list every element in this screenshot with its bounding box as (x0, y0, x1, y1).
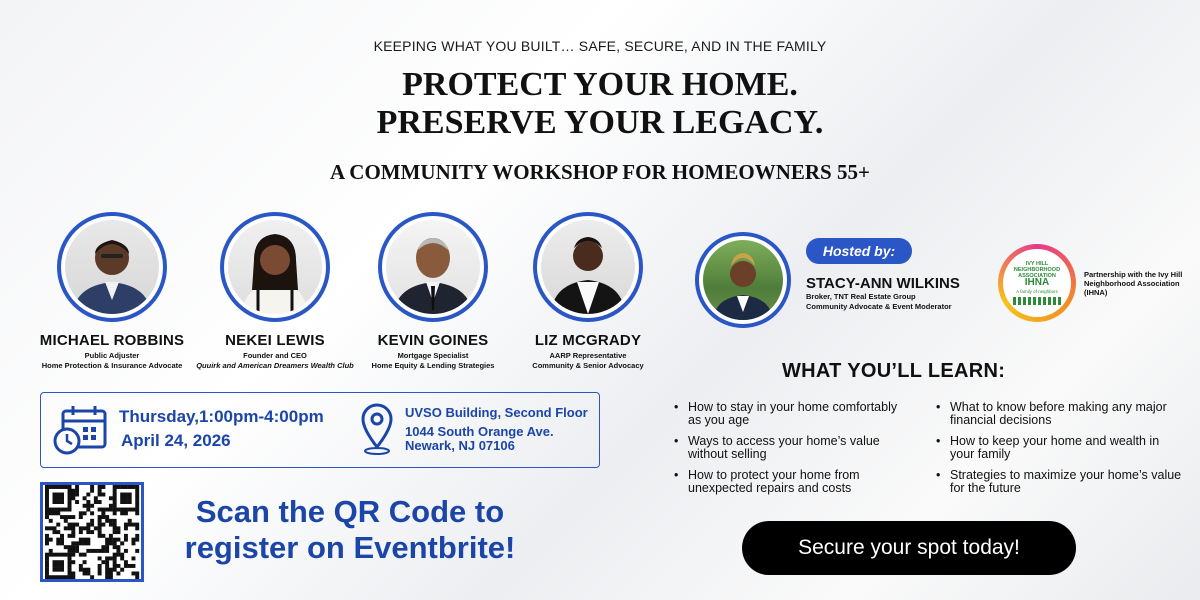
speaker-role (190, 351, 360, 371)
event-date-time: Thursday,1:00pm-4:00pm (119, 407, 324, 426)
speaker-role-line: Community & Senior Advocacy (532, 361, 644, 370)
host-role-line: Broker, TNT Real Estate Group (806, 292, 916, 301)
learn-item: • How to stay in your home comfortably as you age (672, 401, 912, 427)
person-avatar-icon (65, 220, 159, 314)
event-address-line-1: 1044 South Orange Ave. (405, 424, 554, 439)
subtitle: A COMMUNITY WORKSHOP FOR HOMEOWNERS 55+ (330, 160, 870, 184)
ihna-logo-tagline: A family of neighbors (1016, 289, 1058, 294)
register-line-2: register on Eventbrite! (184, 530, 516, 565)
speaker-role-line: Home Equity & Lending Strategies (371, 361, 495, 370)
event-info-box (40, 392, 600, 468)
event-date: April 24, 2026 (121, 431, 231, 450)
calendar-icon (53, 403, 109, 457)
people-row-icon (1013, 297, 1061, 305)
speaker-name: LIZ MCGRADY (534, 332, 642, 349)
hosted-by-badge: Hosted by: (806, 238, 912, 264)
person-avatar-icon (541, 220, 635, 314)
event-address-line-2: Newark, NJ 07106 (405, 438, 515, 453)
speaker-role (27, 351, 197, 371)
speaker-role (503, 351, 673, 371)
host-photo (695, 232, 791, 328)
host-role (806, 292, 952, 312)
learn-list-right (934, 401, 1184, 503)
speaker-name: KEVIN GOINES (377, 332, 489, 349)
host-role-line: Community Advocate & Event Moderator (806, 302, 952, 311)
speaker-role-line: Quuirk and American Dreamers Wealth Club (196, 361, 354, 370)
speaker-photo (533, 212, 643, 322)
speaker-card (348, 212, 518, 371)
title-line-1: PROTECT YOUR HOME. (402, 66, 798, 103)
partnership-text: Partnership with the Ivy Hill Neighborhood Association (IHNA) (1084, 270, 1183, 297)
speaker-card (190, 212, 360, 371)
learn-list-left (672, 401, 912, 503)
speaker-role-line: Founder and CEO (243, 351, 307, 360)
speaker-photo (220, 212, 330, 322)
secure-spot-button[interactable]: Secure your spot today! (742, 521, 1076, 575)
learn-title: WHAT YOU’LL LEARN: (782, 360, 1006, 382)
speaker-role-line: AARP Representative (549, 351, 627, 360)
speaker-card (503, 212, 673, 371)
title-line-2: PRESERVE YOUR LEGACY. (376, 104, 824, 141)
person-avatar-icon (703, 240, 783, 320)
speaker-role-line: Home Protection & Insurance Advocate (41, 361, 183, 370)
register-line-1: Scan the QR Code to (195, 494, 505, 529)
location-pin-icon (361, 403, 393, 457)
speaker-photo (378, 212, 488, 322)
speaker-role (348, 351, 518, 371)
speaker-role-line: Public Adjuster (84, 351, 140, 360)
learn-item: • How to keep your home and wealth in your family (934, 435, 1184, 461)
event-venue: UVSO Building, Second Floor (405, 405, 588, 420)
learn-item: • Strategies to maximize your home’s value for the future (934, 469, 1184, 495)
page-title (0, 66, 1200, 142)
speaker-name: NEKEI LEWIS (225, 332, 325, 349)
learn-item: • How to protect your home from unexpected repairs and costs (672, 469, 912, 495)
speaker-name: MICHAEL ROBBINS (39, 332, 185, 349)
speaker-photo (57, 212, 167, 322)
speaker-card (27, 212, 197, 371)
learn-item: • Ways to access your home’s value without selling (672, 435, 912, 461)
ihna-logo (998, 244, 1076, 322)
person-avatar-icon (228, 220, 322, 314)
learn-item: • What to know before making any major financial decisions (934, 401, 1184, 427)
ihna-logo-abbr: IHNA (1024, 277, 1050, 288)
ihna-logo-arc-text: IVY HILL NEIGHBORHOOD ASSOCIATION (1013, 261, 1061, 279)
register-callout (150, 494, 550, 566)
qr-code-pattern (43, 485, 141, 579)
host-name: STACY-ANN WILKINS (806, 275, 960, 292)
qr-code[interactable] (40, 482, 144, 582)
person-avatar-icon (386, 220, 480, 314)
tagline: KEEPING WHAT YOU BUILT… SAFE, SECURE, AND IN THE FAMILY (373, 38, 827, 54)
speaker-role-line: Mortgage Specialist (397, 351, 469, 360)
